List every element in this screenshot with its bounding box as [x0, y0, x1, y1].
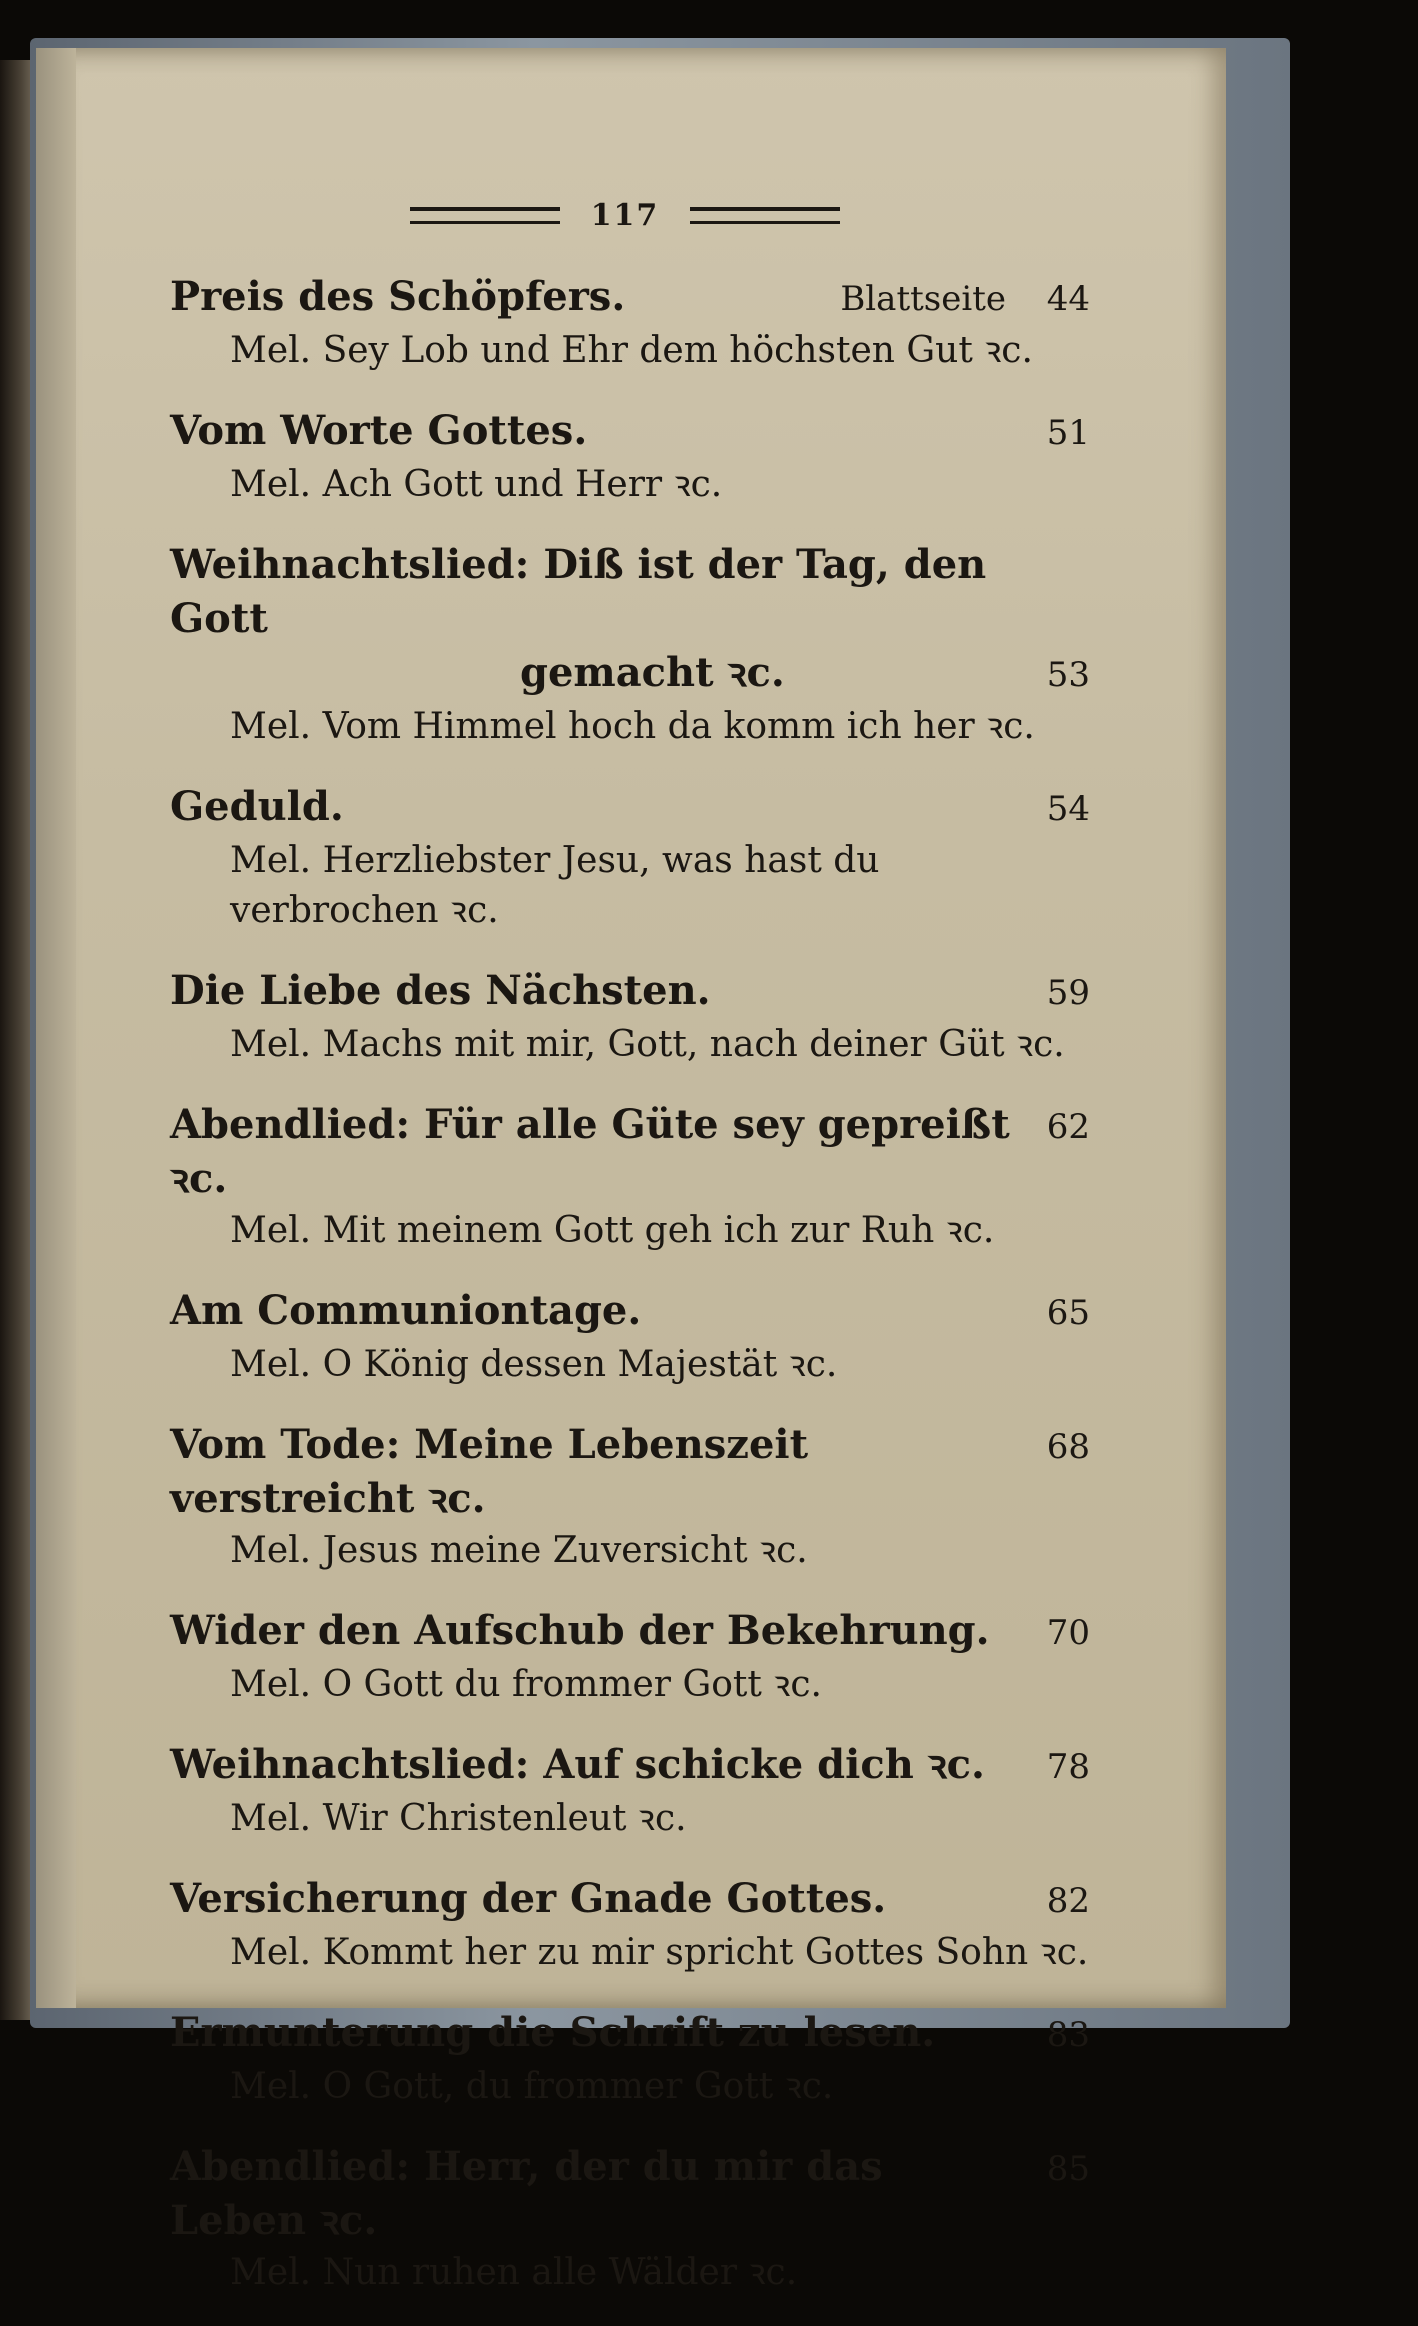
entry-title: Am Communiontage.	[170, 1287, 642, 1334]
toc-entry	[170, 270, 1090, 376]
entry-title-continuation: gemacht ꝛc.	[520, 649, 785, 696]
entry-melody: Mel. Wir Christenleut ꝛc.	[230, 1798, 687, 1839]
entry-page: 54	[1046, 789, 1090, 829]
toc-entry	[170, 404, 1090, 510]
page-gutter	[36, 48, 76, 2008]
entry-page: 51	[1046, 413, 1090, 453]
entry-melody: Mel. Ach Gott und Herr ꝛc.	[230, 464, 723, 505]
entry-title: Vom Worte Gottes.	[170, 407, 588, 454]
entry-melody: Mel. O Gott du frommer Gott ꝛc.	[230, 1664, 822, 1705]
entry-melody: Mel. Herzliebster Jesu, was hast du verbrochen ꝛc.	[230, 840, 880, 931]
entry-title: Abendlied: Herr, der du mir das Leben ꝛc.	[170, 2143, 883, 2244]
entry-title: Versicherung der Gnade Gottes.	[170, 1875, 887, 1922]
entry-page: 70	[1046, 1613, 1090, 1653]
entry-title: Weihnachtslied: Auf schicke dich ꝛc.	[170, 1741, 985, 1788]
entry-page: 83	[1046, 2015, 1090, 2055]
header-rule-left	[410, 207, 560, 224]
entry-melody: Mel. Vom Himmel hoch da komm ich her ꝛc.	[230, 706, 1035, 747]
entry-melody: Mel. Jesus meine Zuversicht ꝛc.	[230, 1530, 808, 1571]
entry-page: 44	[1046, 279, 1090, 319]
entry-title: Die Liebe des Nächsten.	[170, 967, 711, 1014]
entry-melody: Mel. O König dessen Majestät ꝛc.	[230, 1344, 838, 1385]
page-header	[410, 195, 840, 235]
entry-page: 53	[1046, 655, 1090, 695]
entry-page: 65	[1046, 1293, 1090, 1333]
header-rule-right	[690, 207, 840, 224]
entry-title: Abendlied: Für alle Güte sey gepreißt ꝛc.	[170, 1101, 1010, 1202]
entry-melody: Mel. Sey Lob und Ehr dem höchsten Gut ꝛc.	[230, 330, 1033, 371]
entry-title: Geduld.	[170, 783, 344, 830]
entry-melody: Mel. Machs mit mir, Gott, nach deiner Güt ꝛc.	[230, 1024, 1065, 1065]
toc-entry	[170, 1284, 1090, 1390]
toc-entry	[170, 780, 1090, 936]
toc-entry	[170, 964, 1090, 1070]
page-label: Blattseite	[840, 279, 1006, 319]
table-of-contents	[170, 270, 1090, 2326]
entry-melody: Mel. Kommt her zu mir spricht Gottes Sohn ꝛc.	[230, 1932, 1089, 1973]
entry-page: 68	[1046, 1427, 1090, 1467]
entry-title: Vom Tode: Meine Lebenszeit verstreicht ꝛc.	[170, 1421, 809, 1522]
toc-entry	[170, 538, 1090, 752]
entry-page: 62	[1046, 1107, 1090, 1147]
entry-melody: Mel. Nun ruhen alle Wälder ꝛc.	[230, 2252, 798, 2293]
entry-melody: Mel. Mit meinem Gott geh ich zur Ruh ꝛc.	[230, 1210, 995, 1251]
toc-entry	[170, 2006, 1090, 2112]
entry-title: Wider den Aufschub der Bekehrung.	[170, 1607, 990, 1654]
toc-entry	[170, 1738, 1090, 1844]
entry-page: 78	[1046, 1747, 1090, 1787]
toc-entry	[170, 1604, 1090, 1710]
toc-entry	[170, 2140, 1090, 2298]
entry-page: 59	[1046, 973, 1090, 1013]
entry-title: Weihnachtslied: Diß ist der Tag, den Gott	[170, 541, 987, 642]
toc-entry	[170, 1098, 1090, 1256]
page-number: 117	[590, 197, 660, 233]
entry-title: Ermunterung die Schrift zu lesen.	[170, 2009, 936, 2056]
entry-page: 85	[1046, 2149, 1090, 2189]
toc-entry	[170, 1418, 1090, 1576]
toc-entry	[170, 1872, 1090, 1978]
entry-page: 82	[1046, 1881, 1090, 1921]
entry-title: Preis des Schöpfers.	[170, 273, 626, 320]
entry-melody: Mel. O Gott, du frommer Gott ꝛc.	[230, 2066, 834, 2107]
